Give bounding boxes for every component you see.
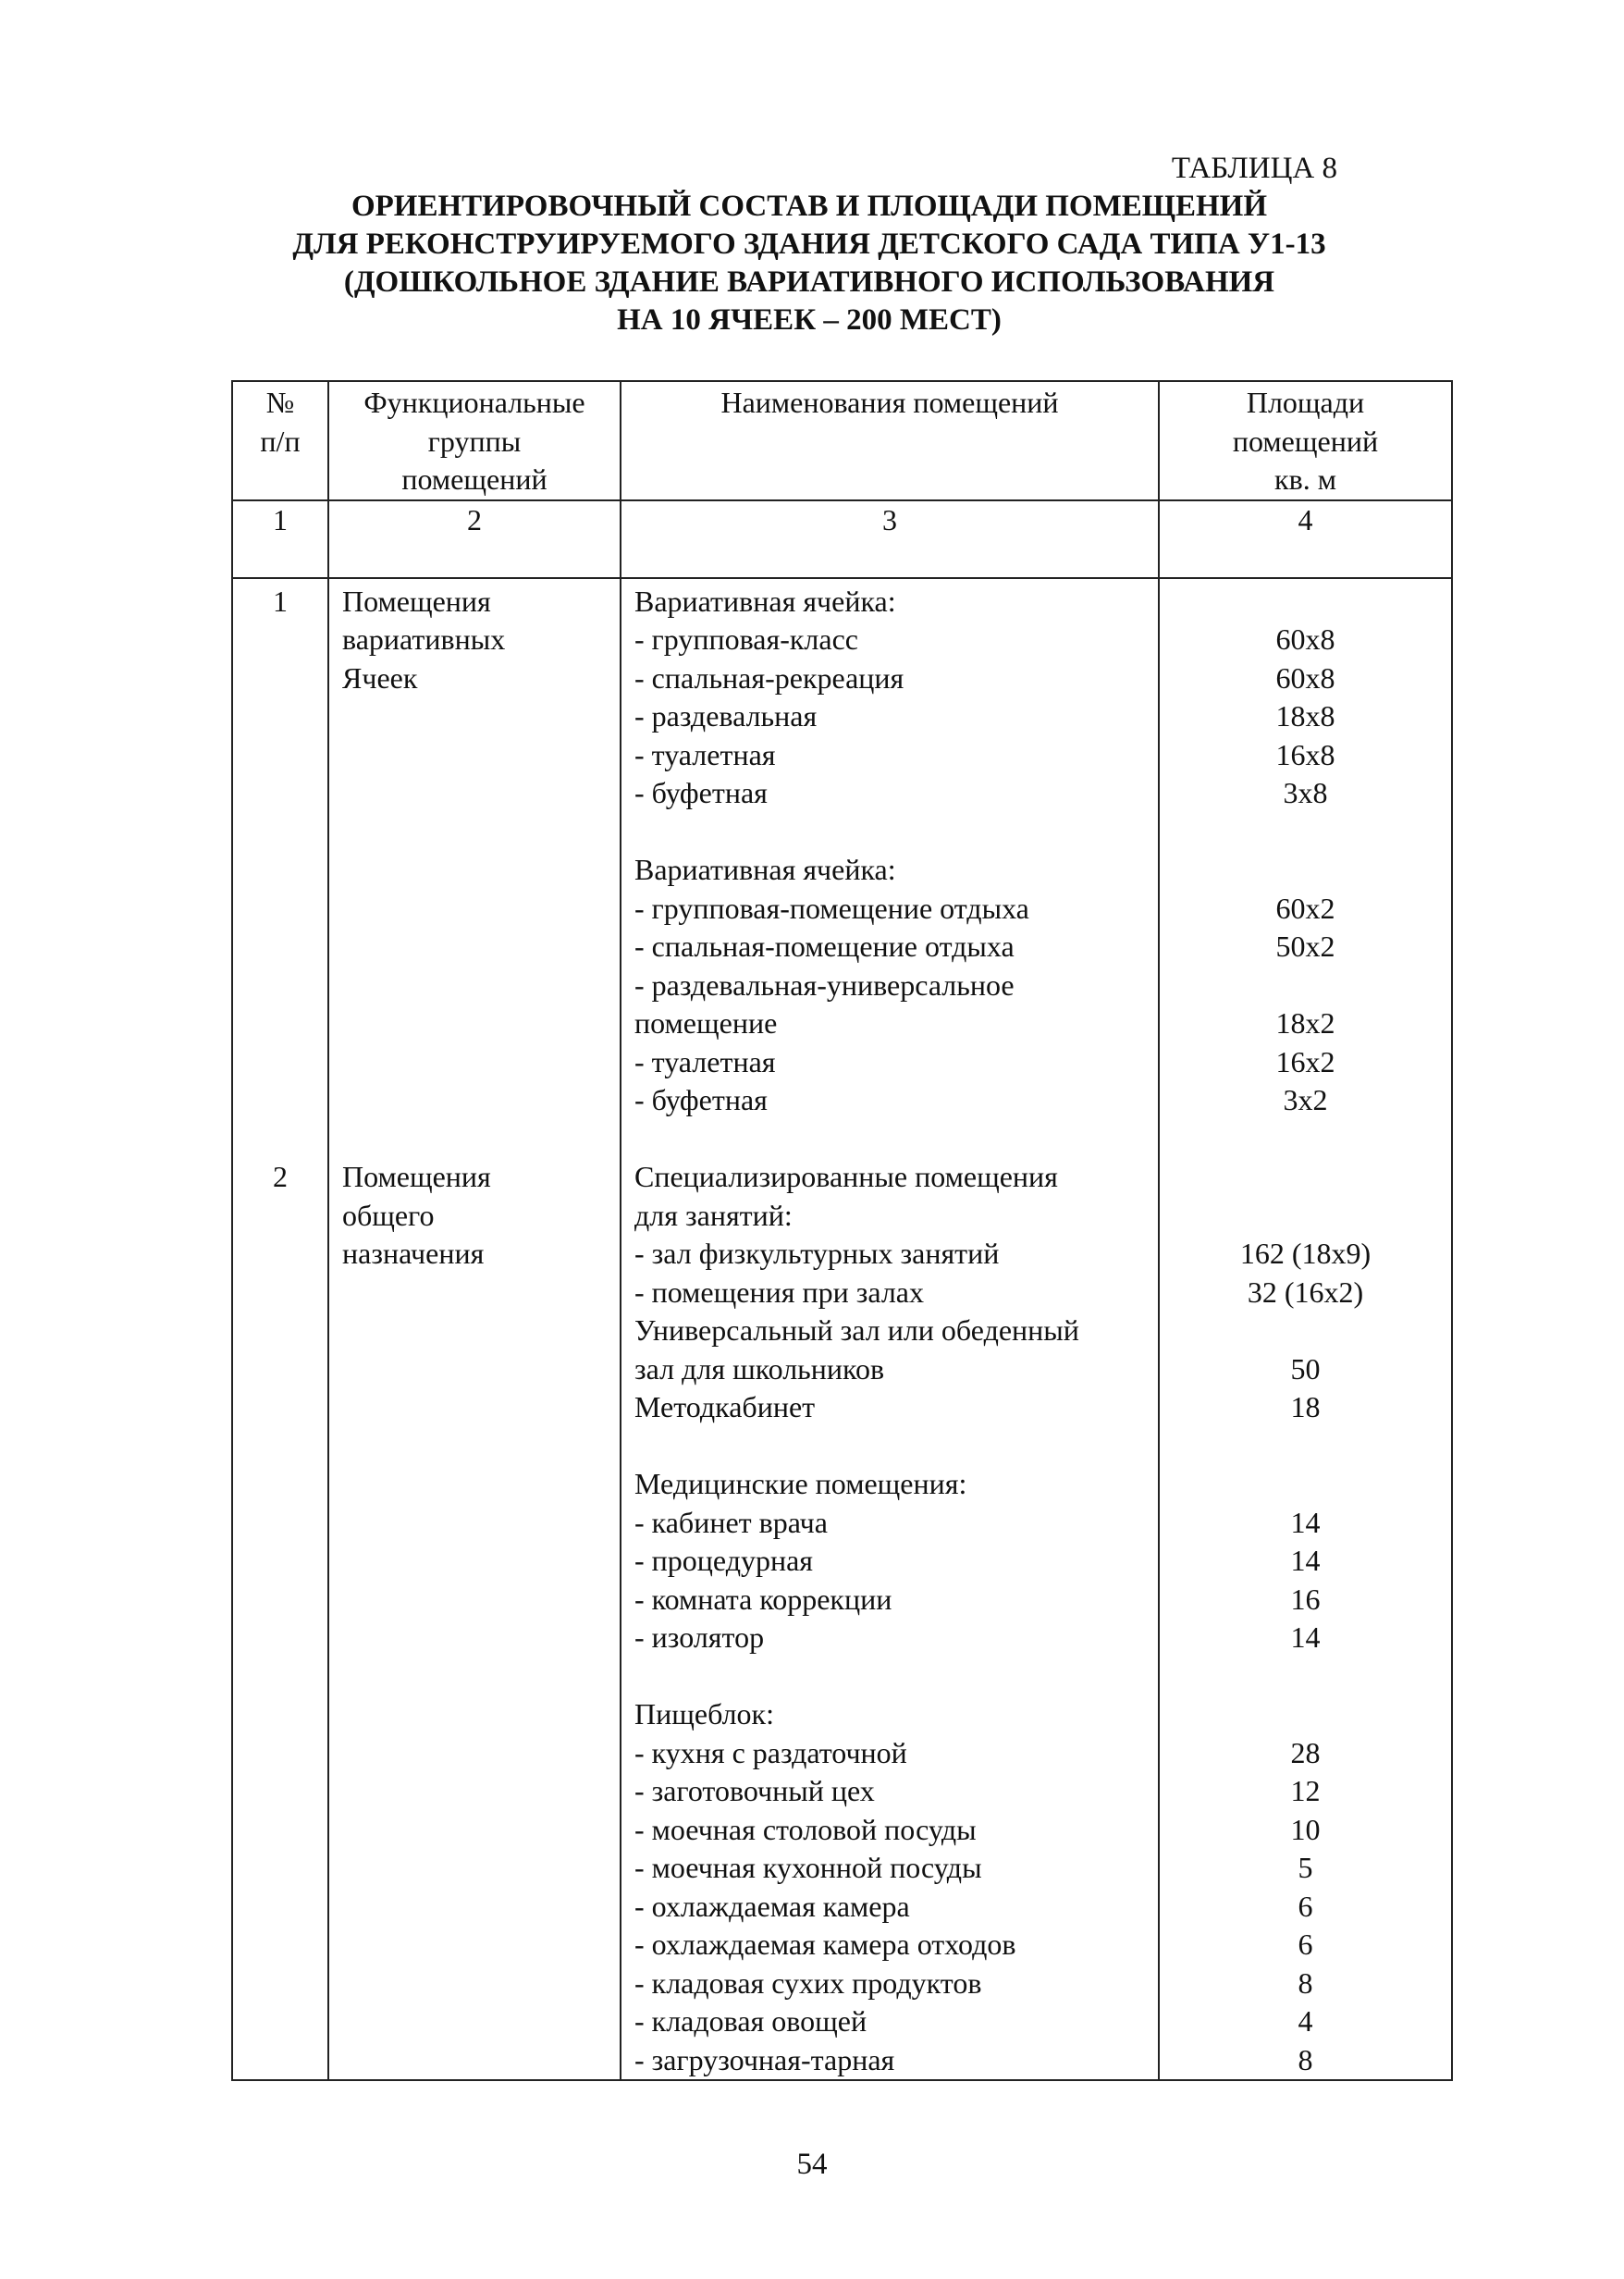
- group-name-line: [342, 1312, 620, 1350]
- room-area: 16х2: [1275, 1044, 1335, 1078]
- areas-list: [1160, 583, 1451, 2080]
- row-number: [233, 1312, 327, 1350]
- group-name-line: вариативных: [342, 622, 506, 656]
- room-area: 32 (16х2): [1247, 1275, 1364, 1309]
- room-name: - спальная-рекреация: [634, 660, 904, 695]
- row-number: [233, 1465, 327, 1504]
- row-number: [233, 1081, 327, 1120]
- row-number: [233, 697, 327, 736]
- room-area: 16х8: [1275, 737, 1335, 771]
- row-number: [233, 736, 327, 775]
- room-name: Универсальный зал или обеденный: [634, 1313, 1079, 1347]
- room-name: - зал физкультурных занятий: [634, 1237, 1000, 1270]
- areas-cell: [1159, 578, 1452, 2081]
- room-name: Вариативная ячейка:: [634, 853, 896, 886]
- column-number: 1: [232, 500, 328, 578]
- room-name: - кухня с раздаточной: [634, 1735, 907, 1769]
- room-name: - групповая-помещение отдыха: [634, 891, 1029, 925]
- room-area: 14: [1290, 1620, 1321, 1654]
- title-line-4: НА 10 ЯЧЕЕК – 200 МЕСТ): [617, 303, 1002, 337]
- row-number: [233, 1043, 327, 1082]
- group-name-line: Ячеек: [342, 660, 418, 695]
- group-names-cell: [328, 578, 621, 2081]
- room-area: 8: [1298, 2042, 1313, 2076]
- group-name-line: [342, 1350, 620, 1389]
- room-area: 60х8: [1275, 660, 1335, 695]
- header-group-line: группы: [427, 424, 522, 458]
- room-name: Пищеблок:: [634, 1697, 774, 1731]
- row-number: [233, 1581, 327, 1620]
- header-area-line: кв. м: [1274, 462, 1336, 496]
- row-number: [233, 1965, 327, 2003]
- title-line-1: ОРИЕНТИРОВОЧНЫЙ СОСТАВ И ПЛОЩАДИ ПОМЕЩЕНИЙ: [351, 190, 1268, 223]
- room-area: 60х8: [1275, 622, 1335, 656]
- group-name-line: общего: [342, 1198, 435, 1232]
- title-line-2: ДЛЯ РЕКОНСТРУИРУЕМОГО ЗДАНИЯ ДЕТСКОГО САДА ТИПА У1-13: [292, 228, 1326, 261]
- row-number: [233, 1504, 327, 1543]
- room-name: [634, 1427, 1158, 1466]
- room-area: [1160, 1158, 1451, 1197]
- row-number: [233, 2041, 327, 2080]
- group-name-line: [342, 1274, 620, 1312]
- room-name: - моечная кухонной посуды: [634, 1851, 982, 1884]
- row-number: 1: [273, 584, 288, 618]
- row-number: 2: [273, 1160, 288, 1193]
- room-name: - раздевальная-универсальное: [634, 967, 1015, 1002]
- group-name-line: [342, 1004, 620, 1043]
- room-area: 50: [1290, 1351, 1321, 1386]
- room-area: [1160, 1197, 1451, 1236]
- row-number: [233, 1888, 327, 1927]
- room-name: зал для школьников: [634, 1351, 885, 1386]
- group-name-line: [342, 1504, 620, 1543]
- room-name: Вариативная ячейка:: [634, 584, 896, 618]
- row-number: [233, 1350, 327, 1389]
- group-name-line: [342, 813, 620, 852]
- row-numbers-list: [233, 583, 327, 2080]
- header-room-names: [621, 381, 1159, 500]
- room-name: Методкабинет: [634, 1390, 816, 1423]
- group-name-line: [342, 1043, 620, 1082]
- row-number: [233, 774, 327, 813]
- group-name-line: Помещения: [342, 584, 491, 618]
- row-number: [233, 1849, 327, 1888]
- group-name-line: [342, 1427, 620, 1466]
- header-number-line: п/п: [260, 424, 301, 458]
- row-number: [233, 1772, 327, 1811]
- title-line-3: (ДОШКОЛЬНОЕ ЗДАНИЕ ВАРИАТИВНОГО ИСПОЛЬЗОВАНИЯ: [343, 265, 1275, 299]
- group-name-line: [342, 1120, 620, 1159]
- row-number: [233, 1120, 327, 1159]
- room-area: 14: [1290, 1544, 1321, 1577]
- row-number: [233, 890, 327, 929]
- group-name-line: [342, 1388, 620, 1427]
- group-name-line: [342, 1772, 620, 1811]
- room-name: - моечная столовой посуды: [634, 1812, 977, 1846]
- group-name-line: [342, 2002, 620, 2041]
- row-number: [233, 1926, 327, 1965]
- room-area: [1160, 1312, 1451, 1350]
- room-area: 3х8: [1283, 776, 1328, 809]
- group-name-line: [342, 697, 620, 736]
- group-name-line: [342, 1734, 620, 1773]
- room-area: 4: [1298, 2004, 1313, 2038]
- row-number: [233, 2002, 327, 2041]
- row-number: [233, 1657, 327, 1696]
- row-number: [233, 1388, 327, 1427]
- room-name: - комната коррекции: [634, 1582, 892, 1616]
- group-name-line: [342, 1695, 620, 1734]
- header-area-line: Площади: [1246, 386, 1365, 419]
- row-number: [233, 1811, 327, 1850]
- room-names-list: [634, 583, 1158, 2080]
- room-name: - процедурная: [634, 1544, 814, 1577]
- group-names-list: [342, 583, 620, 2080]
- room-area: [1160, 583, 1451, 622]
- column-number: 2: [328, 500, 621, 578]
- group-name-line: [342, 1811, 620, 1850]
- room-area: 50х2: [1275, 930, 1335, 963]
- header-group-line: Функциональные: [363, 386, 585, 419]
- header-area-line: помещений: [1232, 424, 1379, 458]
- room-name: - кабинет врача: [634, 1505, 828, 1539]
- room-area: 16: [1290, 1582, 1321, 1616]
- room-name: - охлаждаемая камера: [634, 1889, 910, 1923]
- room-area: [1160, 1465, 1451, 1504]
- rooms-table: [231, 380, 1453, 2081]
- room-name: [634, 1657, 1158, 1696]
- row-number: [233, 1695, 327, 1734]
- room-area: 8: [1298, 1965, 1313, 2000]
- room-name: - кладовая сухих продуктов: [634, 1965, 982, 2000]
- room-area: 3х2: [1283, 1083, 1328, 1116]
- room-area: 18: [1290, 1390, 1321, 1423]
- room-name: - кладовая овощей: [634, 2004, 867, 2038]
- room-area: [1160, 1427, 1451, 1466]
- document-title: [213, 188, 1406, 339]
- group-name-line: [342, 1888, 620, 1927]
- header-functional-groups: [328, 381, 621, 500]
- room-name: - помещения при залах: [634, 1275, 924, 1309]
- room-name: Медицинские помещения:: [634, 1467, 967, 1500]
- room-area: 12: [1290, 1774, 1321, 1807]
- room-name: помещение: [634, 1006, 778, 1040]
- table-body-row: [232, 578, 1452, 2081]
- room-area: 6: [1298, 1928, 1313, 1961]
- row-numbers-cell: [232, 578, 328, 2081]
- group-name-line: [342, 1581, 620, 1620]
- row-number: [233, 621, 327, 659]
- room-name: - раздевальная: [634, 699, 818, 733]
- group-name-line: [342, 967, 620, 1005]
- header-number: [232, 381, 328, 500]
- header-number-line: №: [265, 386, 295, 419]
- row-number: [233, 1197, 327, 1236]
- room-name: Специализированные помещения: [634, 1160, 1058, 1193]
- group-name-line: назначения: [342, 1237, 485, 1270]
- row-number: [233, 928, 327, 967]
- row-number: [233, 1235, 327, 1274]
- room-area: [1160, 851, 1451, 890]
- room-area: 5: [1298, 1851, 1313, 1884]
- room-name: - спальная-помещение отдыха: [634, 930, 1015, 963]
- room-area: [1160, 1657, 1451, 1696]
- table-label: ТАБЛИЦА 8: [1171, 152, 1337, 185]
- group-name-line: [342, 1081, 620, 1120]
- row-number: [233, 659, 327, 698]
- header-group-line: помещений: [401, 462, 547, 496]
- group-name-line: [342, 2041, 620, 2080]
- row-number: [233, 1734, 327, 1773]
- group-name-line: [342, 1465, 620, 1504]
- room-area: [1160, 813, 1451, 852]
- room-area: [1160, 967, 1451, 1005]
- group-name-line: Помещения: [342, 1160, 491, 1193]
- group-name-line: [342, 851, 620, 890]
- group-name-line: [342, 1657, 620, 1696]
- room-area: 60х2: [1275, 891, 1335, 925]
- group-name-line: [342, 736, 620, 775]
- room-area: 162 (18х9): [1239, 1237, 1372, 1270]
- room-area: 18х8: [1275, 699, 1335, 733]
- room-area: 18х2: [1275, 1006, 1335, 1040]
- group-name-line: [342, 1965, 620, 2003]
- room-name: [634, 813, 1158, 852]
- row-number: [233, 1542, 327, 1581]
- column-number: 4: [1159, 500, 1452, 578]
- room-area: 10: [1290, 1812, 1321, 1846]
- room-name: - групповая-класс: [634, 622, 858, 656]
- room-area: 14: [1290, 1505, 1321, 1539]
- header-areas: [1159, 381, 1452, 500]
- row-number: [233, 1427, 327, 1466]
- room-area: [1160, 1695, 1451, 1734]
- group-name-line: [342, 1849, 620, 1888]
- row-number: [233, 967, 327, 1005]
- room-name: - изолятор: [634, 1620, 765, 1654]
- row-number: [233, 1004, 327, 1043]
- room-area: 28: [1290, 1735, 1321, 1769]
- room-names-cell: [621, 578, 1159, 2081]
- room-name: [634, 1120, 1158, 1159]
- group-name-line: [342, 1542, 620, 1581]
- room-area: 6: [1298, 1889, 1313, 1923]
- room-name: для занятий:: [634, 1198, 793, 1232]
- room-name: - загрузочная-тарная: [634, 2042, 895, 2076]
- row-number: [233, 813, 327, 852]
- row-number: [233, 1619, 327, 1657]
- room-area: [1160, 1120, 1451, 1159]
- group-name-line: [342, 774, 620, 813]
- table-header-row: [232, 381, 1452, 500]
- room-name: - заготовочный цех: [634, 1774, 875, 1807]
- room-name: - буфетная: [634, 1083, 768, 1116]
- group-name-line: [342, 890, 620, 929]
- group-name-line: [342, 1619, 620, 1657]
- room-name: - туалетная: [634, 1044, 776, 1078]
- column-number-row: [232, 500, 1452, 578]
- column-number: 3: [621, 500, 1159, 578]
- room-name: - туалетная: [634, 737, 776, 771]
- room-name: - буфетная: [634, 776, 768, 809]
- row-number: [233, 1274, 327, 1312]
- row-number: [233, 851, 327, 890]
- group-name-line: [342, 928, 620, 967]
- room-name: - охлаждаемая камера отходов: [634, 1928, 1016, 1961]
- group-name-line: [342, 1926, 620, 1965]
- header-room-line: Наименования помещений: [720, 386, 1059, 419]
- page-number: 54: [796, 2148, 828, 2181]
